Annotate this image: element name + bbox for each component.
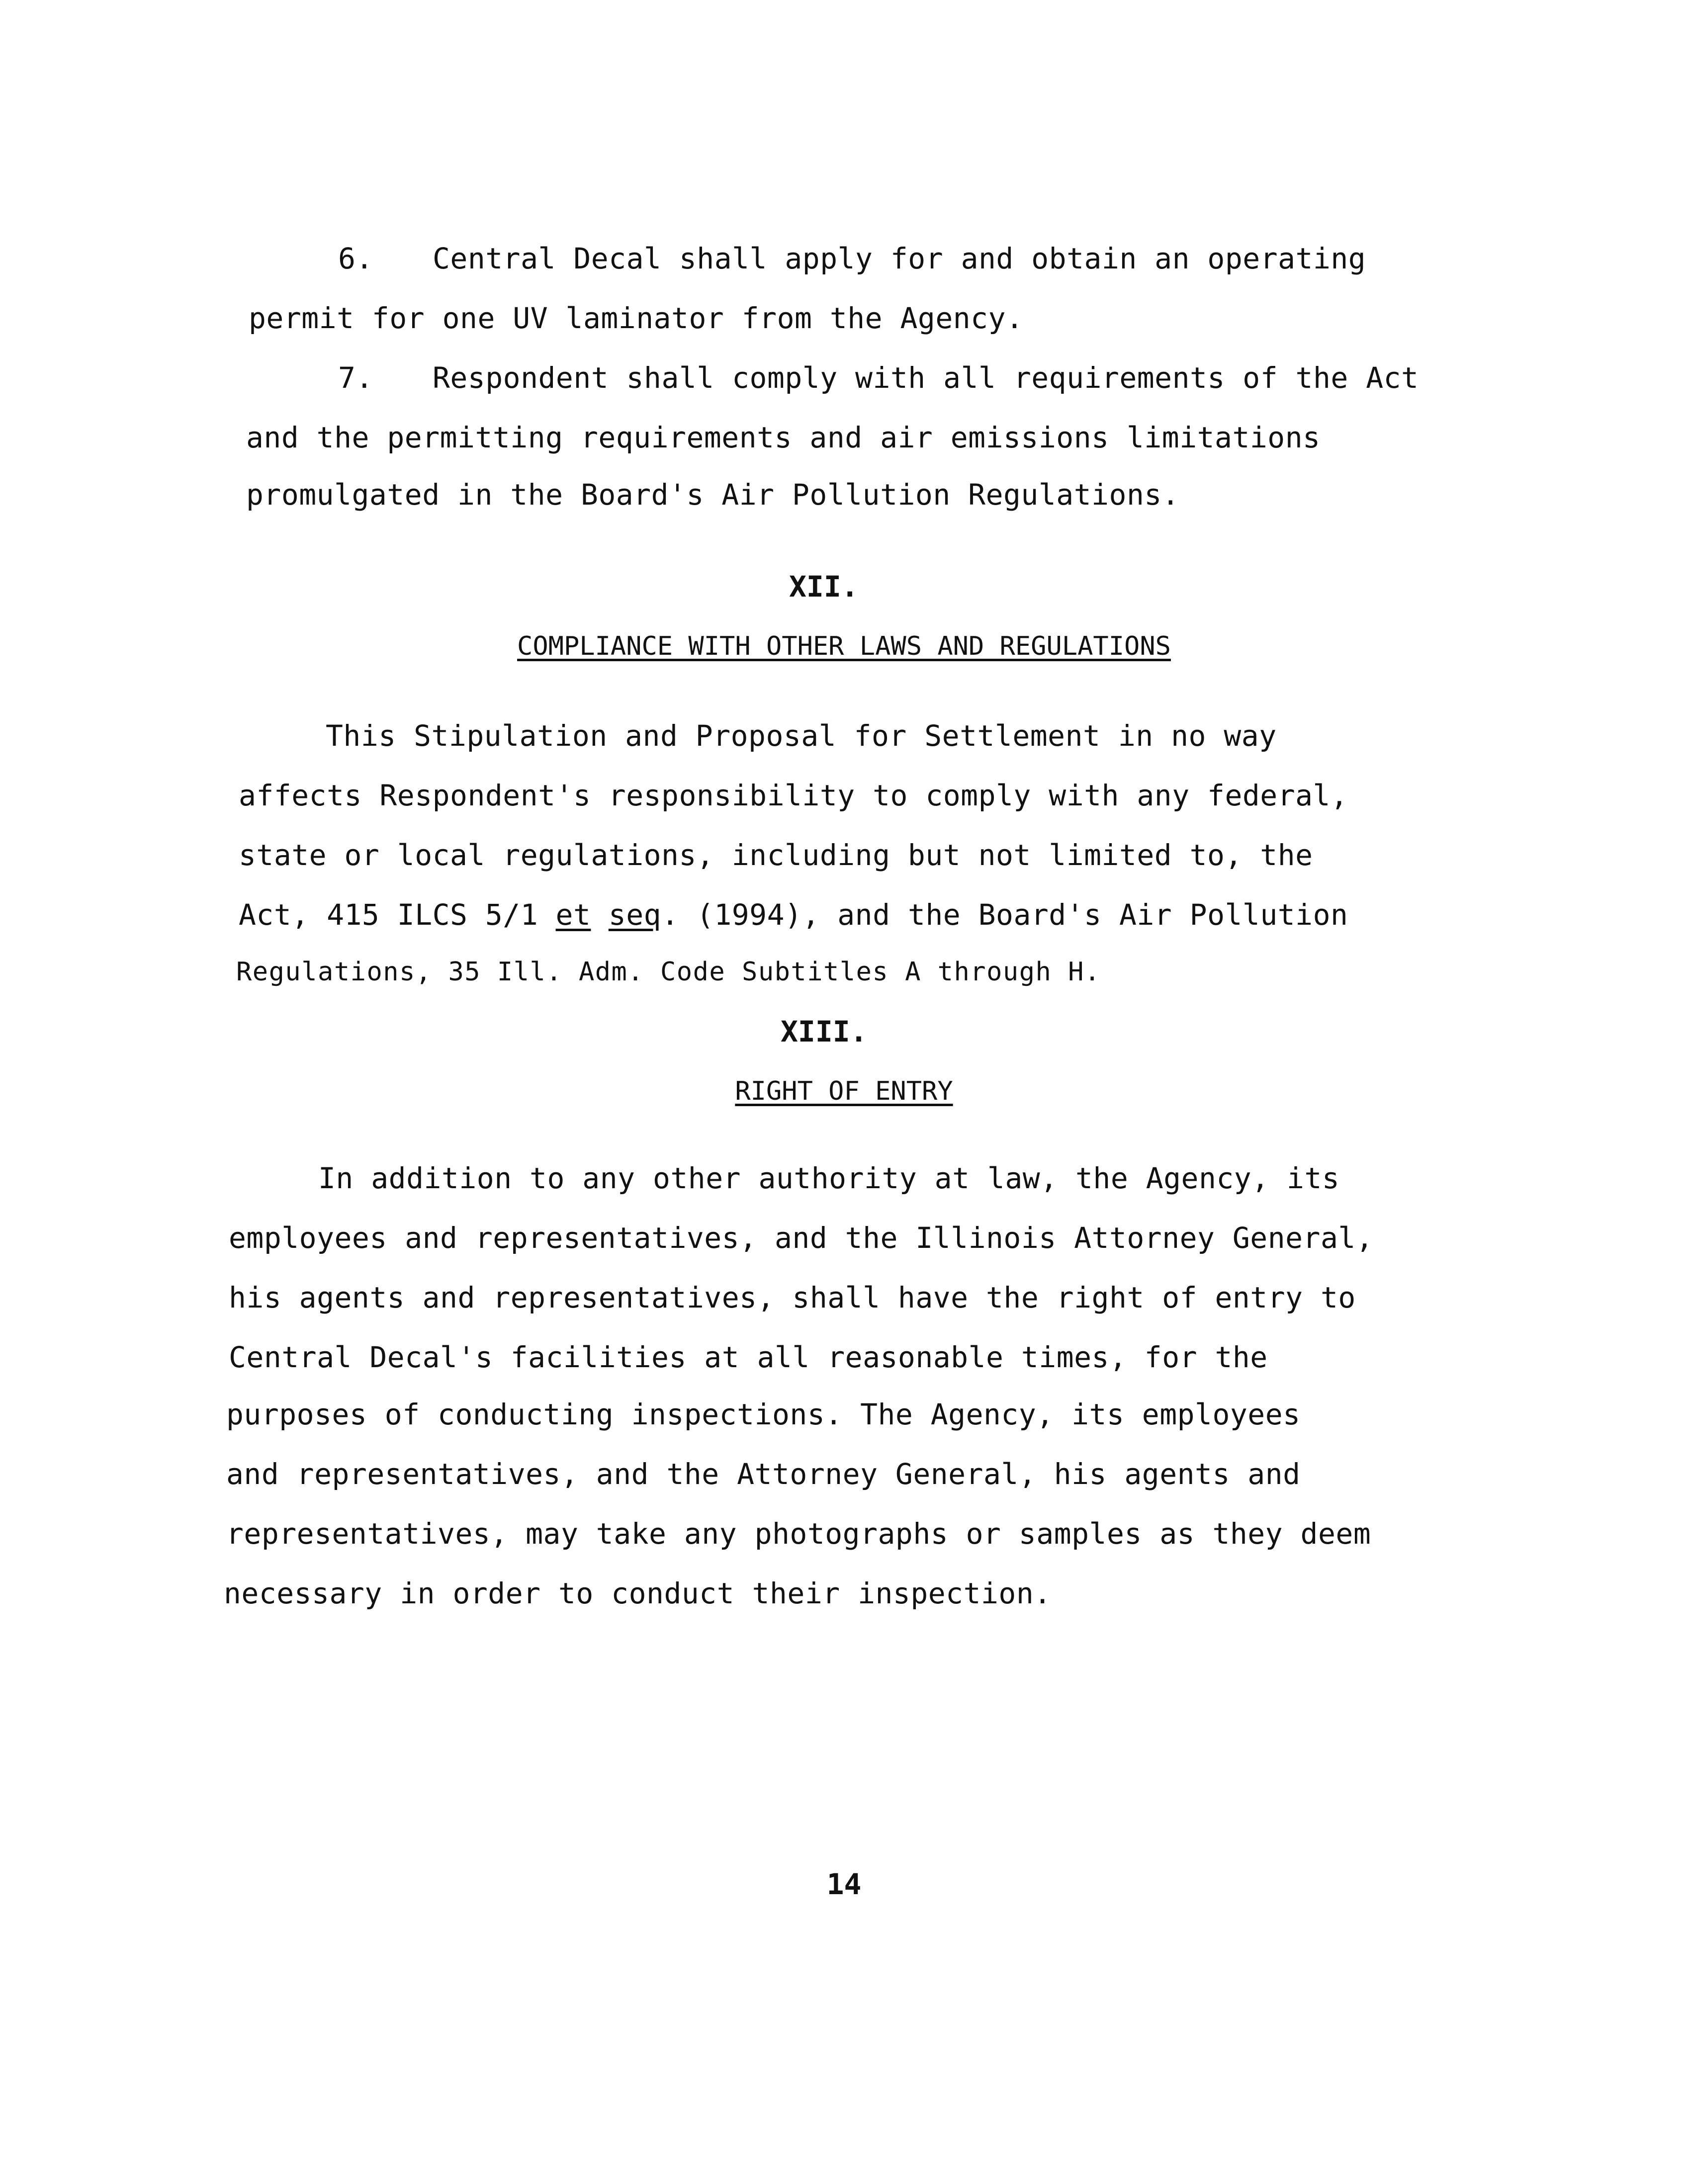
section-xiii-line-4: Central Decal's facilities at all reasonable times, for the — [229, 1340, 1268, 1374]
et-seq-space — [591, 898, 608, 932]
paragraph-6-line-1 — [338, 241, 1366, 276]
section-xii-line-4-post: . (1994), and the Board's Air Pollution — [661, 898, 1348, 932]
section-xiii-line-8: necessary in order to conduct their inspection. — [224, 1576, 1052, 1610]
section-xii-line-4 — [239, 897, 1348, 932]
section-xiii-line-3: his agents and representatives, shall have the right of entry to — [229, 1281, 1356, 1314]
section-xii-line-5: Regulations, 35 Ill. Adm. Code Subtitles A through H. — [236, 957, 1101, 987]
section-xii-line-4-pre: Act, 415 ILCS 5/1 — [239, 898, 556, 932]
section-xiii-line-6: and representatives, and the Attorney General, his agents and — [226, 1457, 1301, 1491]
paragraph-6-line-2: permit for one UV laminator from the Agency. — [249, 301, 1024, 335]
section-xiii-numeral: XIII. — [781, 1015, 868, 1048]
et-text: et — [555, 898, 591, 932]
section-xiii-line-2: employees and representatives, and the Illinois Attorney General, — [229, 1221, 1374, 1255]
paragraph-6-number: 6. — [338, 242, 373, 275]
paragraph-7-line-3: promulgated in the Board's Air Pollution Regulations. — [246, 478, 1180, 512]
section-xiii-line-1: In addition to any other authority at law, the Agency, its — [318, 1161, 1340, 1195]
section-xiii-line-7: representatives, may take any photographs or samples as they deem — [226, 1517, 1371, 1551]
section-xii-line-3: state or local regulations, including but not limited to, the — [239, 838, 1313, 872]
paragraph-7-line-2: and the permitting requirements and air emissions limitations — [246, 421, 1321, 454]
page-number: 14 — [826, 1867, 862, 1901]
paragraph-7-line-1 — [338, 360, 1419, 395]
section-xii-title: COMPLIANCE WITH OTHER LAWS AND REGULATIONS — [517, 631, 1171, 661]
paragraph-6-text-1: Central Decal shall apply for and obtain an operating — [433, 242, 1366, 275]
paragraph-7-number: 7. — [338, 361, 373, 395]
paragraph-7-text-1: Respondent shall comply with all requirements of the Act — [433, 361, 1419, 395]
section-xiii-title: RIGHT OF ENTRY — [735, 1076, 953, 1106]
section-xii-numeral: XII. — [789, 570, 859, 604]
section-xii-line-1: This Stipulation and Proposal for Settlement in no way — [326, 719, 1277, 753]
seq-text: seq — [608, 898, 662, 932]
section-xiii-line-5: purposes of conducting inspections. The Agency, its employees — [226, 1398, 1301, 1431]
section-xii-line-2: affects Respondent's responsibility to comply with any federal, — [239, 779, 1348, 812]
